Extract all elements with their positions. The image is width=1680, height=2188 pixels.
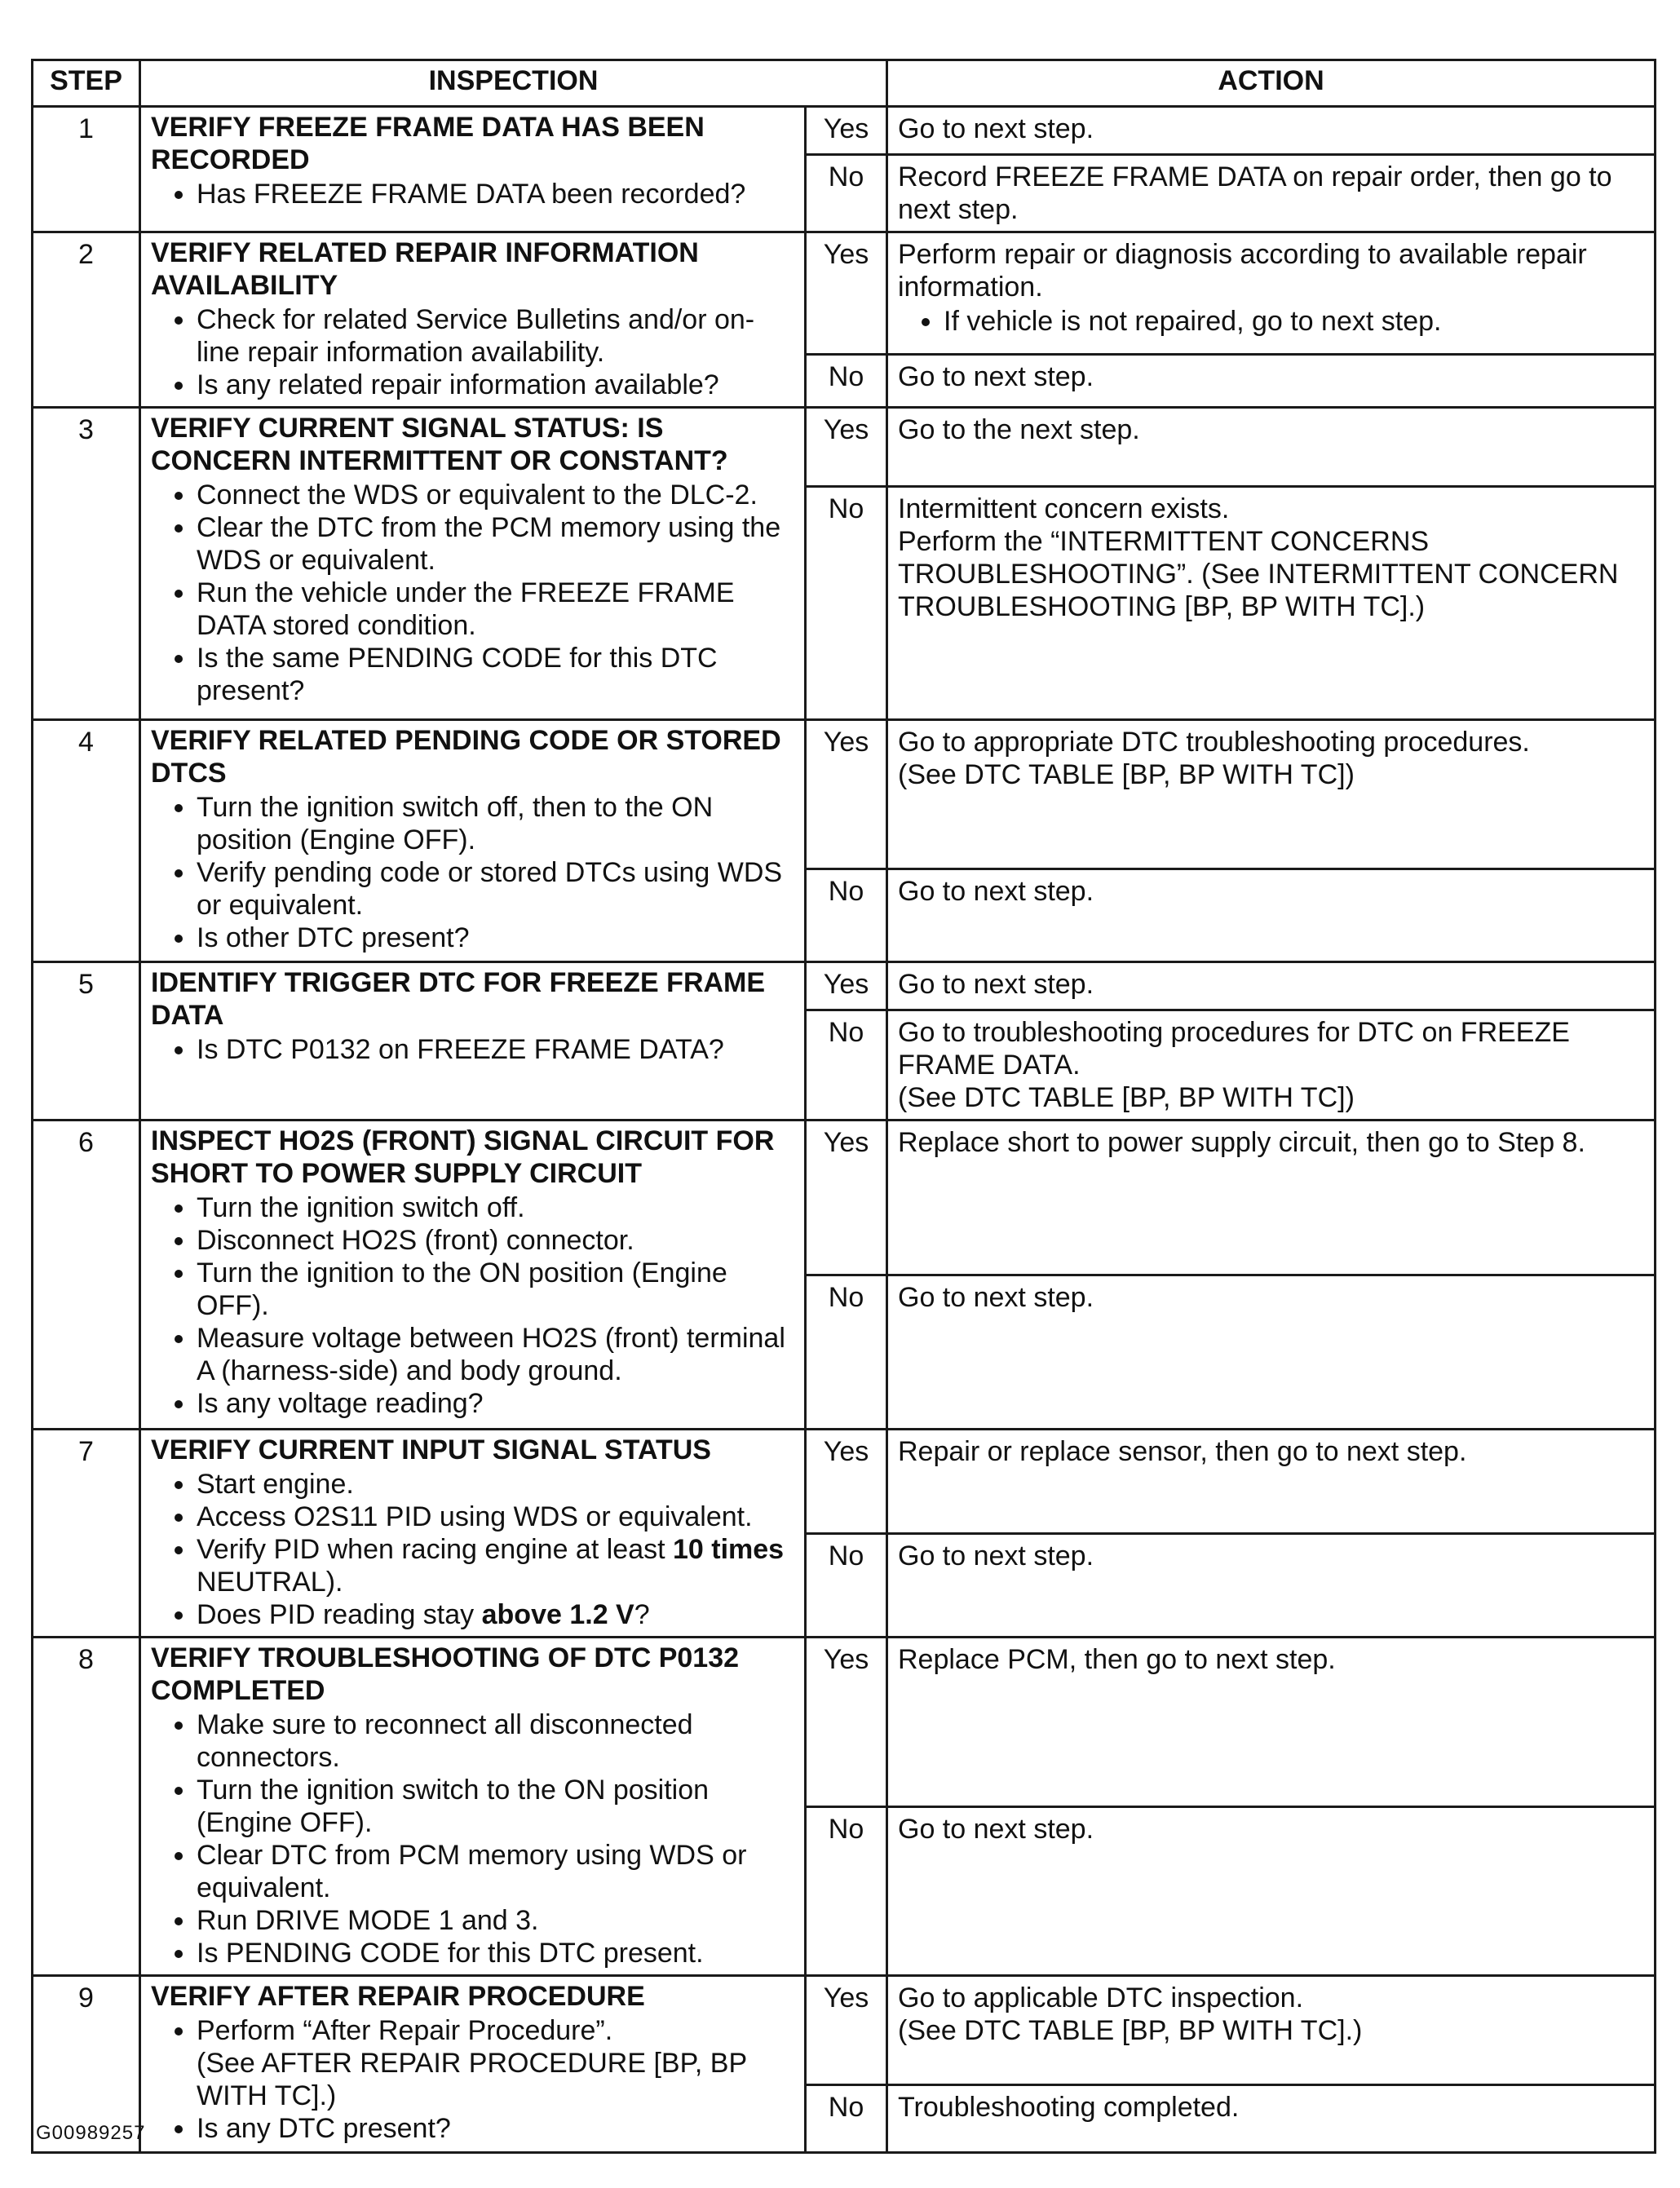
no-action: Intermittent concern exists. Perform the “INTERMITTENT CONCERNS TROUBLESHOOTING”. (See INTERMITTENT CONCERN TROUBLESHOOTING [BP, BP WITH TC].) xyxy=(887,486,1656,719)
yes-label: Yes xyxy=(806,720,887,869)
yes-label: Yes xyxy=(806,232,887,355)
no-label: No xyxy=(806,2084,887,2152)
header-action: ACTION xyxy=(887,60,1656,107)
table-row xyxy=(33,1638,1656,1807)
bullet-text-bold: 10 times xyxy=(673,1534,785,1565)
table-row xyxy=(33,962,1656,1010)
table-row xyxy=(33,107,1656,155)
inspection-title: VERIFY TROUBLESHOOTING OF DTC P0132 COMPLETED xyxy=(151,1642,740,1706)
inspection-bullet: • Check for related Service Bulletins and/or on-line repair information availability. xyxy=(197,303,798,369)
inspection-bullet: • Access O2S11 PID using WDS or equivalent. xyxy=(197,1501,798,1533)
yes-action-text: Replace short to power supply circuit, then go to Step 8. xyxy=(898,1127,1585,1158)
yes-action xyxy=(887,962,1656,1010)
inspection-bullet: • Turn the ignition switch off, then to the ON position (Engine OFF). xyxy=(197,791,798,856)
inspection-bullets xyxy=(151,1468,798,1631)
inspection-cell xyxy=(140,408,806,720)
inspection-bullets xyxy=(151,303,798,401)
no-action: Go to next step. xyxy=(887,1533,1656,1638)
inspection-title: IDENTIFY TRIGGER DTC FOR FREEZE FRAME DATA xyxy=(151,967,766,1031)
inspection-bullets xyxy=(151,1033,798,1066)
step-number: 1 xyxy=(33,107,140,232)
inspection-bullets xyxy=(151,479,798,707)
table-row xyxy=(33,1976,1656,2085)
inspection-cell xyxy=(140,1430,806,1638)
inspection-cell xyxy=(140,232,806,408)
no-label: No xyxy=(806,1275,887,1430)
no-label: No xyxy=(806,355,887,408)
inspection-bullet: • Is DTC P0132 on FREEZE FRAME DATA? xyxy=(197,1033,798,1066)
inspection-bullets xyxy=(151,178,798,210)
diagnostic-procedure-sheet xyxy=(31,59,1654,2154)
bullet-text-pre: Does PID reading stay xyxy=(197,1599,482,1630)
inspection-cell xyxy=(140,1976,806,2153)
yes-action xyxy=(887,408,1656,487)
no-action: Go to next step. xyxy=(887,869,1656,962)
inspection-bullet xyxy=(197,1598,798,1631)
yes-label: Yes xyxy=(806,962,887,1010)
inspection-title: INSPECT HO2S (FRONT) SIGNAL CIRCUIT FOR SHORT TO POWER SUPPLY CIRCUIT xyxy=(151,1125,775,1189)
inspection-bullet: • Is other DTC present? xyxy=(197,922,798,954)
inspection-bullet: • Start engine. xyxy=(197,1468,798,1501)
inspection-bullet: • Is any voltage reading? xyxy=(197,1387,798,1420)
yes-label: Yes xyxy=(806,1976,887,2085)
yes-action-text: Go to next step. xyxy=(898,969,1094,1000)
table-row xyxy=(33,408,1656,487)
table-row xyxy=(33,1121,1656,1275)
table-header-row xyxy=(33,60,1656,107)
no-label: No xyxy=(806,1533,887,1638)
yes-label: Yes xyxy=(806,1430,887,1534)
yes-action-text: Go to the next step. xyxy=(898,414,1140,445)
no-action: Go to troubleshooting procedures for DTC on FREEZE FRAME DATA. (See DTC TABLE [BP, BP WITH TC]) xyxy=(887,1010,1656,1121)
yes-action xyxy=(887,1976,1656,2085)
inspection-bullet: • Run the vehicle under the FREEZE FRAME DATA stored condition. xyxy=(197,577,798,642)
inspection-bullets xyxy=(151,791,798,954)
inspection-bullet: • Is any related repair information available? xyxy=(197,369,798,401)
inspection-bullet: • Measure voltage between HO2S (front) terminal A (harness-side) and body ground. xyxy=(197,1322,798,1387)
inspection-title: VERIFY RELATED REPAIR INFORMATION AVAILABILITY xyxy=(151,237,699,301)
inspection-bullet: • Is PENDING CODE for this DTC present. xyxy=(197,1937,798,1969)
inspection-cell xyxy=(140,962,806,1121)
inspection-bullet: • Make sure to reconnect all disconnected connectors. xyxy=(197,1708,798,1774)
inspection-bullet: • Turn the ignition switch off. xyxy=(197,1191,798,1224)
inspection-bullet: • Clear the DTC from the PCM memory using the WDS or equivalent. xyxy=(197,511,798,577)
inspection-bullet xyxy=(197,1533,798,1598)
no-action: Go to next step. xyxy=(887,1275,1656,1430)
header-inspection: INSPECTION xyxy=(140,60,887,107)
inspection-bullet: • Clear DTC from PCM memory using WDS or equivalent. xyxy=(197,1839,798,1904)
no-label: No xyxy=(806,155,887,232)
yes-action-text: Repair or replace sensor, then go to next step. xyxy=(898,1436,1467,1467)
yes-label: Yes xyxy=(806,1638,887,1807)
inspection-title: VERIFY CURRENT SIGNAL STATUS: IS CONCERN INTERMITTENT OR CONSTANT? xyxy=(151,413,728,476)
inspection-bullet: • Has FREEZE FRAME DATA been recorded? xyxy=(197,178,798,210)
yes-action-subbullet: • If vehicle is not repaired, go to next step. xyxy=(944,305,1647,338)
no-action: Troubleshooting completed. xyxy=(887,2084,1656,2152)
inspection-bullet: • Connect the WDS or equivalent to the DLC-2. xyxy=(197,479,798,511)
no-action: Go to next step. xyxy=(887,1806,1656,1976)
inspection-bullets xyxy=(151,2014,798,2145)
no-action: Record FREEZE FRAME DATA on repair order, then go to next step. xyxy=(887,155,1656,232)
bullet-text-bold: above 1.2 V xyxy=(481,1599,634,1630)
step-number: 5 xyxy=(33,962,140,1121)
table-row xyxy=(33,1430,1656,1534)
yes-label: Yes xyxy=(806,408,887,487)
yes-label: Yes xyxy=(806,1121,887,1275)
yes-action-text: Go to appropriate DTC troubleshooting procedures. (See DTC TABLE [BP, BP WITH TC]) xyxy=(898,727,1530,790)
inspection-bullet: • Run DRIVE MODE 1 and 3. xyxy=(197,1904,798,1937)
bullet-text-post: ? xyxy=(634,1599,650,1630)
yes-action-text: Replace PCM, then go to next step. xyxy=(898,1644,1336,1675)
no-label: No xyxy=(806,1806,887,1976)
yes-label: Yes xyxy=(806,107,887,155)
step-number: 3 xyxy=(33,408,140,720)
no-action: Go to next step. xyxy=(887,355,1656,408)
inspection-bullet: • Perform “After Repair Procedure”. (See AFTER REPAIR PROCEDURE [BP, BP WITH TC].) xyxy=(197,2014,798,2112)
inspection-bullet: • Is the same PENDING CODE for this DTC present? xyxy=(197,642,798,707)
inspection-title: VERIFY CURRENT INPUT SIGNAL STATUS xyxy=(151,1434,711,1465)
inspection-bullet: • Turn the ignition switch to the ON position (Engine OFF). xyxy=(197,1774,798,1839)
step-number: 4 xyxy=(33,720,140,962)
inspection-title: VERIFY RELATED PENDING CODE OR STORED DTCS xyxy=(151,725,781,789)
yes-action xyxy=(887,1638,1656,1807)
inspection-cell xyxy=(140,720,806,962)
bullet-text-post: NEUTRAL). xyxy=(197,1567,343,1598)
step-number: 7 xyxy=(33,1430,140,1638)
yes-action-subbullets xyxy=(898,305,1647,338)
inspection-bullet: • Turn the ignition to the ON position (Engine OFF). xyxy=(197,1257,798,1322)
inspection-bullet: • Verify pending code or stored DTCs using WDS or equivalent. xyxy=(197,856,798,922)
yes-action xyxy=(887,720,1656,869)
inspection-bullets xyxy=(151,1708,798,1969)
no-label: No xyxy=(806,486,887,719)
yes-action xyxy=(887,1430,1656,1534)
troubleshooting-table xyxy=(31,59,1656,2154)
inspection-cell xyxy=(140,1121,806,1430)
yes-action-text: Go to next step. xyxy=(898,113,1094,144)
table-row xyxy=(33,232,1656,355)
yes-action-text: Go to applicable DTC inspection. (See DTC TABLE [BP, BP WITH TC].) xyxy=(898,1982,1363,2046)
inspection-bullet: • Is any DTC present? xyxy=(197,2112,798,2145)
inspection-title: VERIFY AFTER REPAIR PROCEDURE xyxy=(151,1981,645,2012)
table-row xyxy=(33,720,1656,869)
step-number: 8 xyxy=(33,1638,140,1976)
yes-action xyxy=(887,232,1656,355)
step-number: 9 xyxy=(33,1976,140,2153)
yes-action xyxy=(887,107,1656,155)
yes-action xyxy=(887,1121,1656,1275)
inspection-cell xyxy=(140,1638,806,1976)
step-number: 6 xyxy=(33,1121,140,1430)
no-label: No xyxy=(806,1010,887,1121)
bullet-text-pre: Verify PID when racing engine at least xyxy=(197,1534,673,1565)
inspection-bullet: • Disconnect HO2S (front) connector. xyxy=(197,1224,798,1257)
inspection-title: VERIFY FREEZE FRAME DATA HAS BEEN RECORDED xyxy=(151,112,705,175)
yes-action-text: Perform repair or diagnosis according to available repair information. xyxy=(898,239,1587,303)
header-step: STEP xyxy=(33,60,140,107)
inspection-bullets xyxy=(151,1191,798,1420)
step-number: 2 xyxy=(33,232,140,408)
table-body xyxy=(33,107,1656,2153)
inspection-cell xyxy=(140,107,806,232)
no-label: No xyxy=(806,869,887,962)
figure-reference-id: G00989257 xyxy=(36,2122,146,2144)
